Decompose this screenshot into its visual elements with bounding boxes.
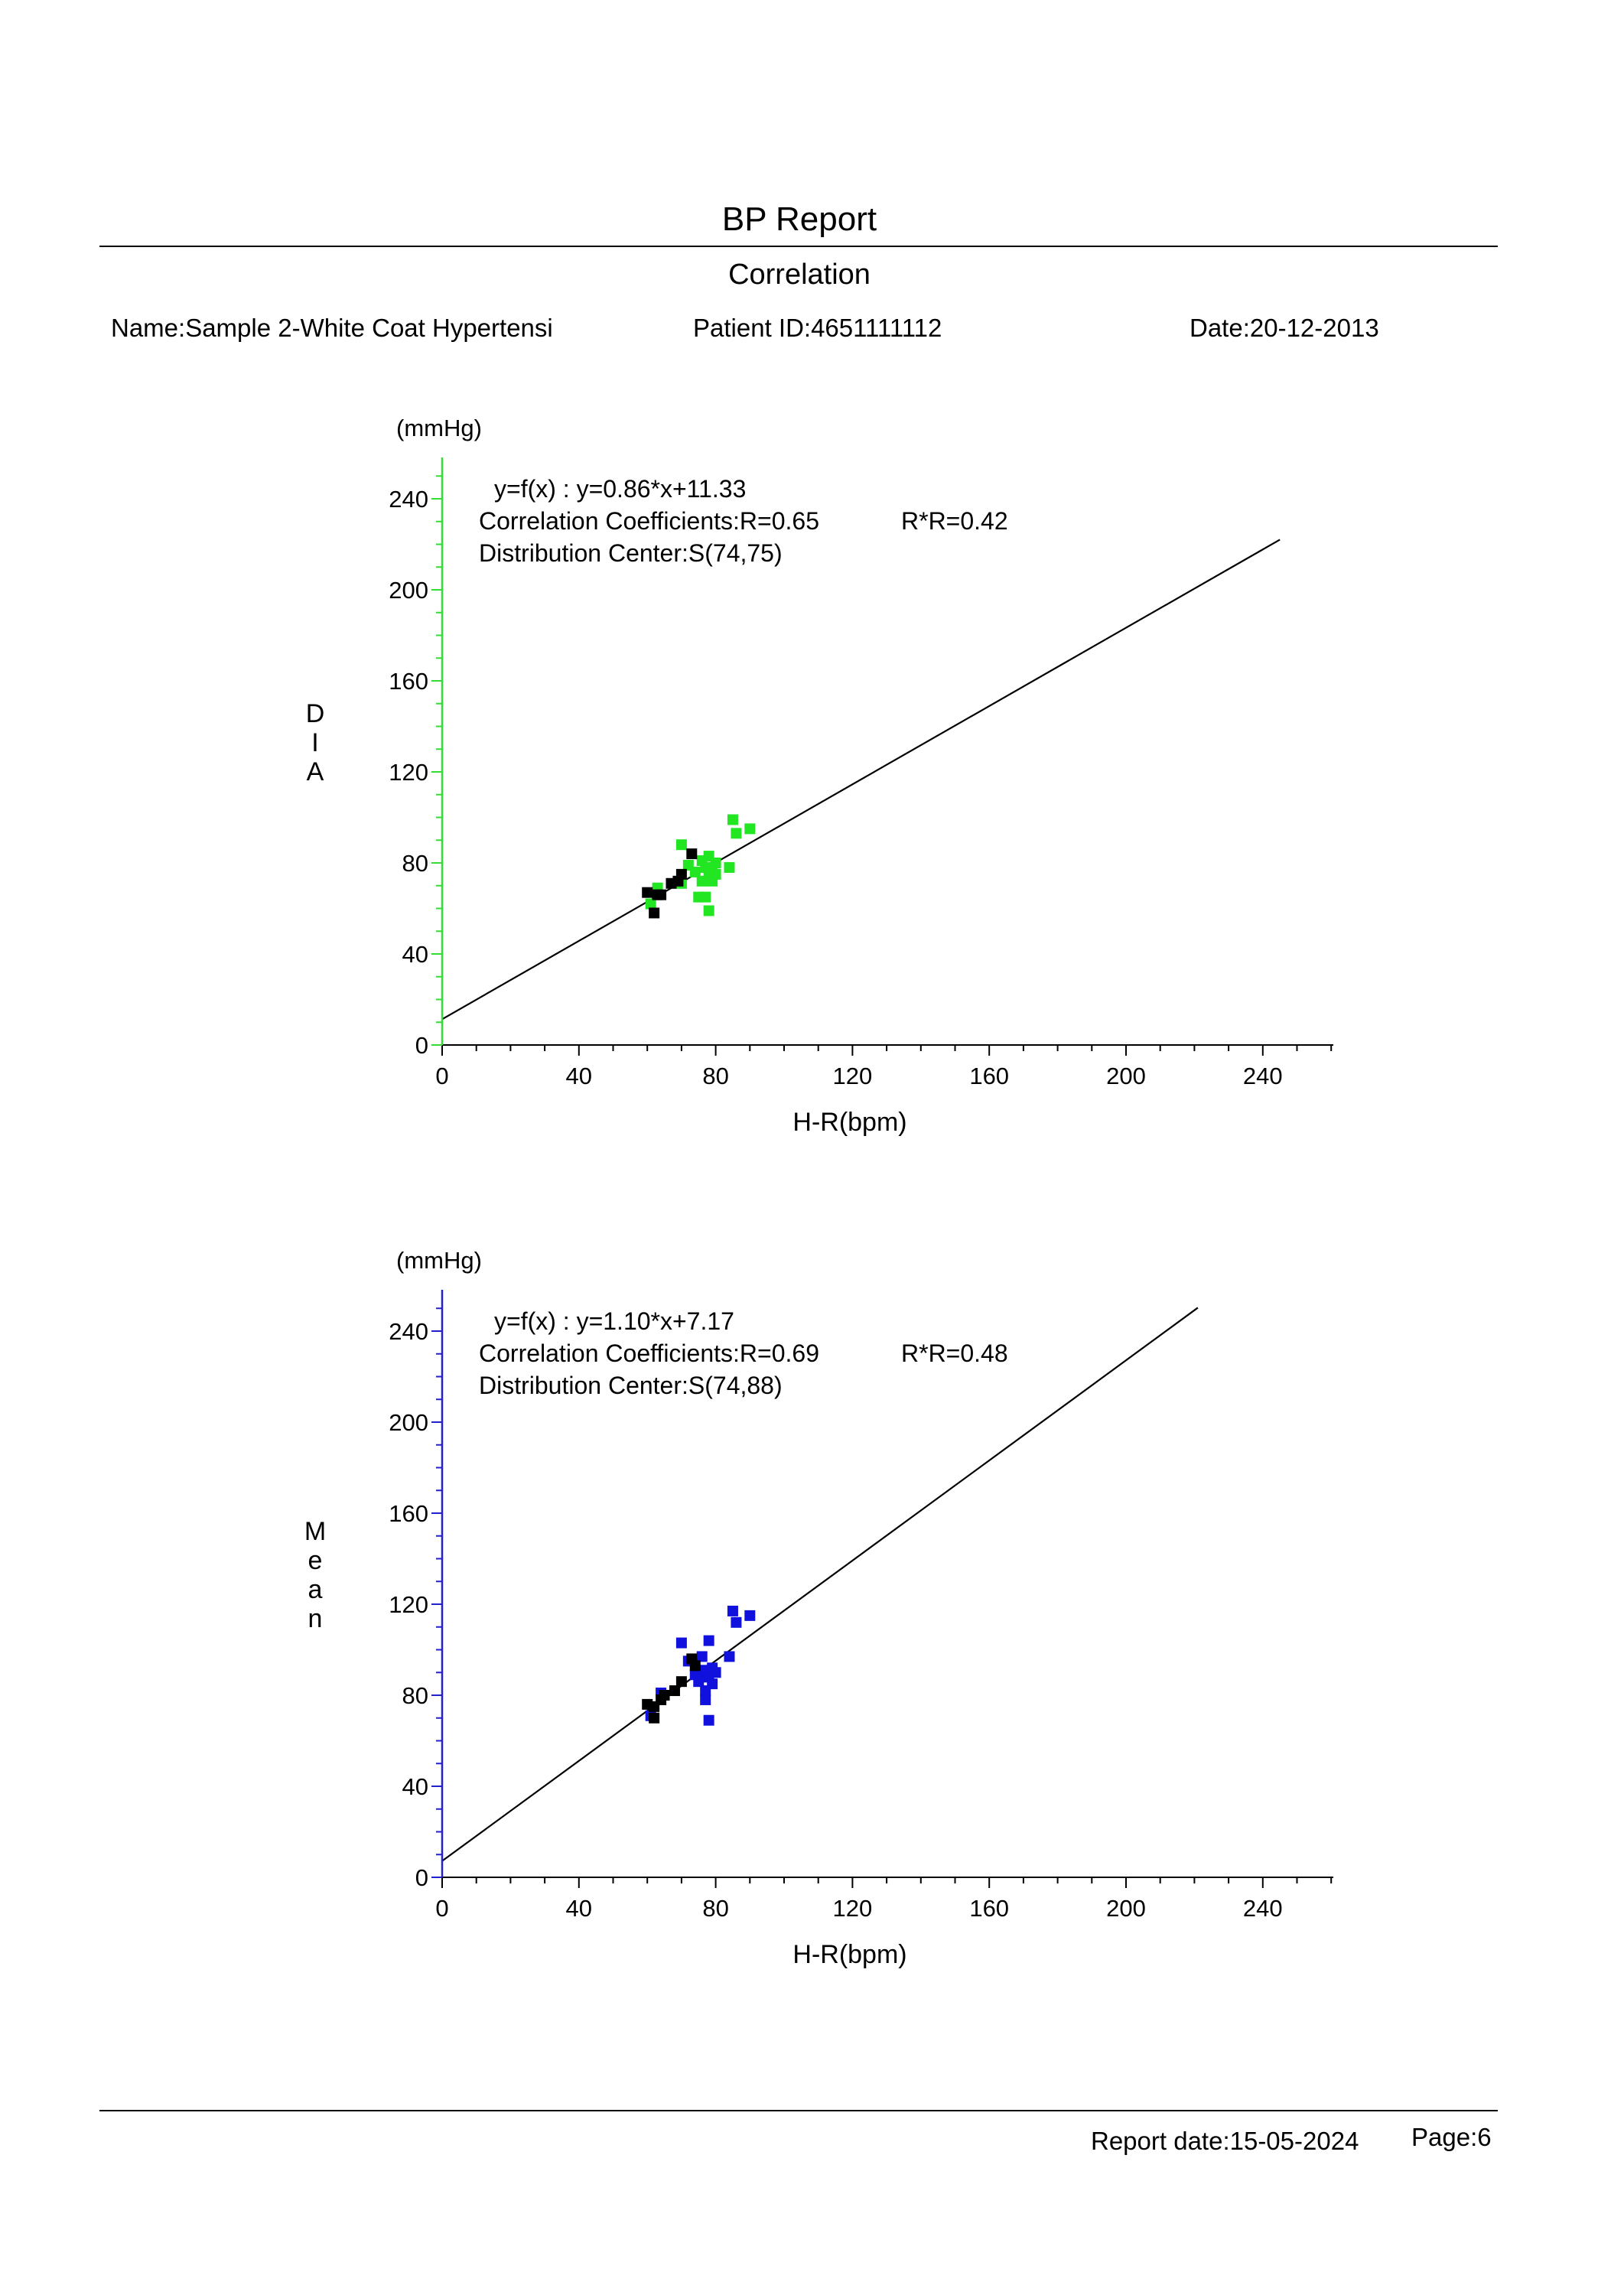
chart-0-data-point bbox=[711, 858, 721, 868]
chart-0-data-point bbox=[724, 862, 734, 873]
chart-0-data-point bbox=[744, 823, 755, 834]
chart-0-data-point bbox=[676, 839, 687, 850]
chart-0-y-axis-label-char: A bbox=[306, 757, 324, 786]
chart-1-data-point bbox=[704, 1636, 714, 1646]
report-date: Report date:15-05-2024 bbox=[1091, 2127, 1359, 2155]
chart-1-data-point bbox=[727, 1606, 738, 1616]
chart-0-y-axis-label-char: I bbox=[311, 728, 319, 757]
chart-0-data-point bbox=[700, 892, 711, 903]
chart-0-data-point bbox=[711, 869, 721, 880]
patient-id: Patient ID:4651111112 bbox=[693, 314, 942, 342]
chart-0-y-tick-label: 160 bbox=[389, 668, 428, 695]
chart-1-data-point bbox=[649, 1713, 659, 1724]
chart-0-data-point bbox=[704, 905, 714, 916]
chart-0-y-tick-label: 120 bbox=[389, 759, 428, 786]
chart-1-data-point bbox=[744, 1610, 755, 1621]
chart-0-unit-label: (mmHg) bbox=[396, 415, 482, 441]
chart-0-correlation-text: Correlation Coefficients:R=0.65 bbox=[479, 507, 819, 535]
chart-0-x-tick-label: 160 bbox=[969, 1063, 1010, 1089]
chart-0-center-text: Distribution Center:S(74,75) bbox=[479, 539, 783, 567]
page-number: Page:6 bbox=[1411, 2123, 1492, 2151]
chart-1-x-tick-label: 0 bbox=[435, 1895, 449, 1922]
chart-1-data-point bbox=[704, 1715, 714, 1726]
dia-correlation-chart bbox=[0, 398, 1624, 1163]
chart-1-correlation-text: Correlation Coefficients:R=0.69 bbox=[479, 1340, 819, 1367]
chart-1-data-point bbox=[659, 1690, 670, 1701]
chart-1-y-axis-label-char: M bbox=[304, 1517, 327, 1546]
chart-1-data-point bbox=[711, 1667, 721, 1678]
chart-0-x-tick-label: 200 bbox=[1106, 1063, 1146, 1089]
chart-1-y-tick-label: 40 bbox=[402, 1773, 428, 1800]
chart-0-data-point bbox=[656, 890, 666, 900]
chart-0-y-tick-label: 200 bbox=[389, 577, 428, 604]
chart-0-data-point bbox=[727, 814, 738, 825]
chart-0-data-point bbox=[686, 848, 697, 859]
chart-1-y-tick-label: 240 bbox=[389, 1318, 428, 1345]
chart-1-data-point bbox=[731, 1617, 741, 1628]
chart-1-y-tick-label: 0 bbox=[415, 1864, 428, 1891]
chart-0-r-squared-text: R*R=0.42 bbox=[901, 507, 1008, 535]
chart-1-data-point bbox=[700, 1694, 711, 1705]
chart-0-y-axis-label-char: D bbox=[305, 699, 325, 728]
chart-0-data-point bbox=[642, 887, 653, 898]
patient-name: Name:Sample 2-White Coat Hypertensi bbox=[111, 314, 553, 342]
chart-1-x-tick-label: 240 bbox=[1242, 1895, 1283, 1922]
chart-0-y-tick-label: 240 bbox=[389, 486, 428, 513]
chart-1-x-tick-label: 40 bbox=[565, 1895, 593, 1922]
chart-1-data-point bbox=[690, 1660, 701, 1671]
chart-1-data-point bbox=[669, 1685, 680, 1696]
chart-1-y-axis-label-char: e bbox=[308, 1546, 323, 1575]
chart-0-y-tick-label: 40 bbox=[402, 941, 428, 968]
chart-1-y-tick-label: 120 bbox=[389, 1591, 428, 1618]
chart-0-regression-line bbox=[442, 539, 1280, 1019]
chart-1-equation-text: y=f(x) : y=1.10*x+7.17 bbox=[494, 1307, 734, 1335]
chart-1-y-axis-label-char: a bbox=[308, 1575, 323, 1604]
chart-1-x-axis-label: H-R(bpm) bbox=[792, 1940, 907, 1969]
chart-1-data-point bbox=[676, 1638, 687, 1649]
chart-1-x-tick-label: 160 bbox=[969, 1895, 1010, 1922]
chart-1-y-tick-label: 160 bbox=[389, 1500, 428, 1527]
chart-0-data-point bbox=[676, 869, 687, 880]
chart-0-x-tick-label: 0 bbox=[435, 1063, 449, 1089]
footer-divider bbox=[99, 2110, 1498, 2111]
chart-1-r-squared-text: R*R=0.48 bbox=[901, 1340, 1008, 1367]
chart-1-x-tick-label: 200 bbox=[1106, 1895, 1146, 1922]
chart-0-x-axis-label: H-R(bpm) bbox=[792, 1108, 907, 1137]
chart-1-y-axis-label-char: n bbox=[308, 1604, 323, 1633]
chart-1-data-point bbox=[697, 1651, 708, 1662]
chart-0-x-tick-label: 80 bbox=[702, 1063, 729, 1089]
measurement-date: Date:20-12-2013 bbox=[1190, 314, 1379, 342]
chart-0-y-tick-label: 0 bbox=[415, 1032, 428, 1059]
chart-1-x-tick-label: 120 bbox=[832, 1895, 873, 1922]
chart-0-y-tick-label: 80 bbox=[402, 850, 428, 877]
chart-1-data-point bbox=[724, 1651, 734, 1662]
chart-0-x-tick-label: 240 bbox=[1242, 1063, 1283, 1089]
report-title: BP Report bbox=[721, 200, 877, 238]
chart-1-data-point bbox=[707, 1678, 718, 1689]
chart-1-data-point bbox=[676, 1676, 687, 1687]
chart-1-x-tick-label: 80 bbox=[702, 1895, 729, 1922]
header-divider bbox=[99, 246, 1498, 247]
chart-1-y-tick-label: 80 bbox=[402, 1682, 428, 1709]
chart-0-data-point bbox=[731, 828, 741, 838]
chart-0-data-point bbox=[649, 907, 659, 918]
chart-1-unit-label: (mmHg) bbox=[396, 1247, 482, 1274]
mean-correlation-chart bbox=[0, 1230, 1624, 1995]
report-subtitle: Correlation bbox=[728, 259, 871, 291]
chart-0-x-tick-label: 40 bbox=[565, 1063, 593, 1089]
chart-0-x-tick-label: 120 bbox=[832, 1063, 873, 1089]
chart-0-equation-text: y=f(x) : y=0.86*x+11.33 bbox=[494, 475, 747, 503]
chart-1-center-text: Distribution Center:S(74,88) bbox=[479, 1372, 783, 1399]
chart-1-y-tick-label: 200 bbox=[389, 1409, 428, 1436]
